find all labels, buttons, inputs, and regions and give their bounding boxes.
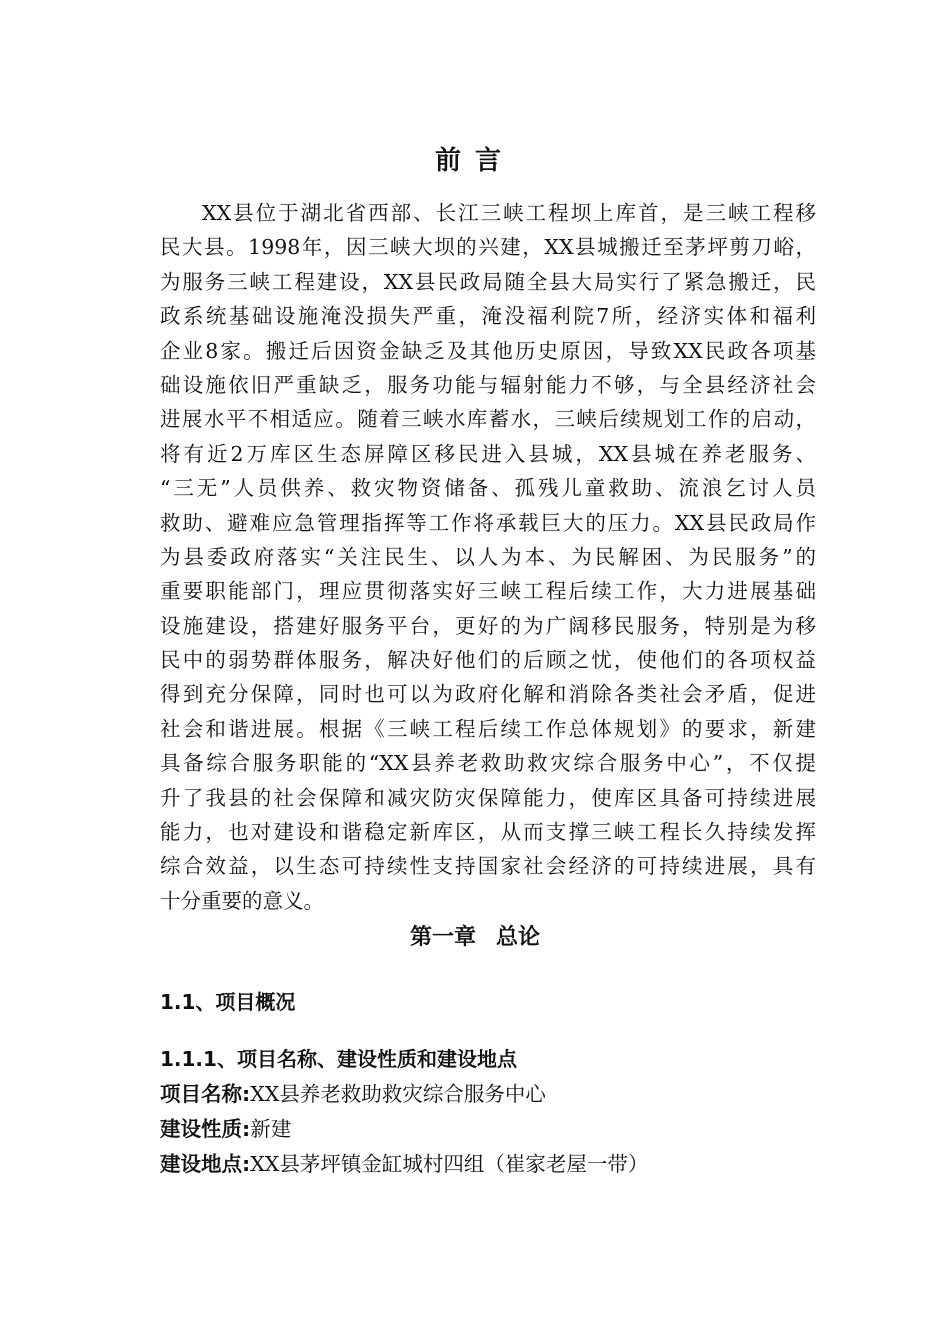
page-title: 前言: [434, 146, 515, 176]
preface-line: 综合效益，以生态可持续性支持国家社会经济的可持续进展，具有: [160, 854, 816, 879]
preface-line: 将有近2万库区生态屏障区移民进入县城，XX县城在养老服务、: [160, 441, 816, 466]
preface-line: 为县委政府落实“关注民生、以人为本、为民解困、为民服务”的: [160, 544, 816, 569]
field-construction-nature: [160, 1112, 291, 1142]
preface-line: XX县位于湖北省西部、长江三峡工程坝上库首，是三峡工程移: [202, 201, 816, 225]
section-heading-1-1-1: 1.1.1、项目名称、建设性质和建设地点: [160, 1047, 517, 1071]
field-value: XX县养老救助救灾综合服务中心: [250, 1082, 546, 1106]
preface-line: 能力，也对建设和谐稳定新库区，从而支撑三峡工程长久持续发挥: [160, 820, 816, 845]
preface-line: 企业8家。搬迁后因资金缺乏及其他历史原因，导致XX民政各项基: [160, 338, 816, 363]
field-construction-site: [160, 1147, 648, 1177]
preface-paragraph: [160, 196, 816, 918]
chapter-heading: [0, 920, 950, 951]
preface-line: 得到充分保障，同时也可以为政府化解和消除各类社会矛盾，促进: [160, 682, 816, 707]
preface-line: 社会和谐进展。根据《三峡工程后续工作总体规划》的要求，新建: [160, 716, 816, 741]
preface-line: 为服务三峡工程建设，XX县民政局随全县大局实行了紧急搬迁，民: [160, 269, 816, 294]
field-label: 建设地点:: [160, 1152, 251, 1176]
preface-line: 重要职能部门，理应贯彻落实好三峡工程后续工作，大力进展基础: [160, 579, 816, 604]
preface-line: 政系统基础设施淹没损失严重，淹没福利院7所，经济实体和福利: [160, 304, 816, 329]
preface-line: 设施建设，搭建好服务平台，更好的为广阔移民服务，特别是为移: [160, 613, 816, 638]
preface-line: 民大县。1998年，因三峡大坝的兴建，XX县城搬迁至茅坪剪刀峪，: [160, 235, 816, 260]
field-value: 新建: [250, 1117, 292, 1141]
field-label: 项目名称:: [160, 1082, 251, 1106]
preface-line: 具备综合服务职能的“XX县养老救助救灾综合服务中心”，不仅提: [160, 751, 816, 776]
preface-line: “三无”人员供养、救灾物资储备、孤残儿童救助、流浪乞讨人员: [160, 476, 816, 501]
preface-line: 十分重要的意义。: [160, 888, 324, 913]
preface-line: 础设施依旧严重缺乏，服务功能与辐射能力不够，与全县经济社会: [160, 372, 816, 397]
chapter-name: 总论: [496, 925, 541, 950]
preface-line: 民中的弱势群体服务，解决好他们的后顾之忧，使他们的各项权益: [160, 648, 816, 673]
preface-line: 进展水平不相适应。随着三峡水库蓄水，三峡后续规划工作的启动，: [160, 407, 816, 432]
preface-line: 救助、避难应急管理指挥等工作将承载巨大的压力。XX县民政局作: [160, 510, 816, 535]
field-project-name: [160, 1077, 546, 1107]
preface-line: 升了我县的社会保障和减灾防灾保障能力，使库区具备可持续进展: [160, 785, 816, 810]
chapter-number: 第一章: [409, 925, 476, 950]
section-heading-1-1: 1.1、项目概况: [160, 990, 296, 1014]
field-value: XX县茅坪镇金缸城村四组（崔家老屋一带）: [250, 1152, 649, 1176]
field-label: 建设性质:: [160, 1117, 251, 1141]
